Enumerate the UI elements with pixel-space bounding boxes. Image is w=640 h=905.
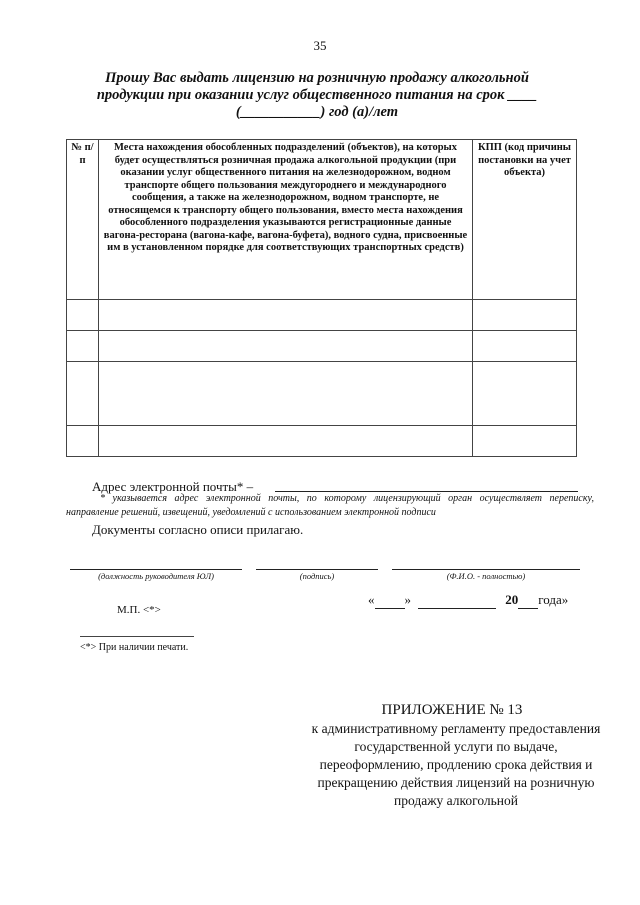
header-number: № п/п xyxy=(67,140,99,300)
attachments-statement: Документы согласно описи прилагаю. xyxy=(92,522,304,537)
row-number-cell[interactable] xyxy=(67,300,99,331)
row-kpp-cell[interactable] xyxy=(473,300,577,331)
stamp-mark: М.П. <*> xyxy=(117,604,161,616)
row-number-cell[interactable] xyxy=(67,331,99,362)
position-field[interactable] xyxy=(70,569,242,570)
header-kpp: КПП (код причины постановки на учет объекта) xyxy=(473,140,577,300)
signature-field[interactable] xyxy=(256,569,378,570)
table-row xyxy=(67,426,577,457)
row-location-cell[interactable] xyxy=(99,331,473,362)
signature-caption: (подпись) xyxy=(299,571,335,581)
header-location: Места нахождения обособленных подразделений (объектов), на которых будет осуществляться розничная продажа алкогольной продукции (при оказании услуг общественного питания на железнодорожном, водном транспорте общего пользования междугороднего и международного сообщения, а также на железнодорожном, водном транспорте, не относящемся к транспорту общего пользования, вместо места нахождения обособленного подразделения указываются регистрационные данные вагона-ресторана (вагона-кафе, вагона-буфета), водного судна, присвоенные им в установленном порядке для соответствующих транспортных средств) xyxy=(99,140,473,300)
date-close-quote: » xyxy=(404,592,411,607)
row-number-cell[interactable] xyxy=(67,362,99,426)
row-kpp-cell[interactable] xyxy=(473,331,577,362)
email-footnote: * указывается адрес электронной почты, по которому лицензирующий орган осуществляет переписку, направление решений, извещений, уведомлений с использованием электронной подписи xyxy=(66,493,594,518)
page-number: 35 xyxy=(313,38,327,53)
stamp-footnote: <*> При наличии печати. xyxy=(80,642,189,653)
row-location-cell[interactable] xyxy=(99,362,473,426)
table-row xyxy=(67,331,577,362)
table-row xyxy=(67,362,577,426)
date-field[interactable] xyxy=(368,592,568,609)
date-open-quote: « xyxy=(368,592,375,607)
table-header-row xyxy=(67,140,577,300)
date-month-blank[interactable] xyxy=(418,592,496,609)
position-caption: (должность руководителя ЮЛ) xyxy=(98,571,214,581)
table-row xyxy=(67,300,577,331)
row-location-cell[interactable] xyxy=(99,426,473,457)
license-request-text: Прошу Вас выдать лицензию на розничную продажу алкогольной продукции при оказании услуг общественного питания на срок ____ (___________) год (а)/лет xyxy=(96,70,538,120)
date-year-prefix: 20 xyxy=(505,592,519,607)
appendix-text: к административному регламенту предоставления государственной услуги по выдаче, переоформлению, продлению срока действия и прекращению действия лицензий на розничную продажу алкогольной xyxy=(311,721,601,808)
row-number-cell[interactable] xyxy=(67,426,99,457)
name-caption: (Ф.И.О. - полностью) xyxy=(446,571,526,581)
full-name-field[interactable] xyxy=(392,569,580,570)
date-year-suffix: года» xyxy=(538,592,569,607)
date-year-blank[interactable] xyxy=(518,592,538,609)
footnote-divider xyxy=(80,636,194,637)
row-kpp-cell[interactable] xyxy=(473,426,577,457)
email-label: Адрес электронной почты* – xyxy=(92,479,254,494)
objects-table xyxy=(66,139,577,457)
appendix-title: ПРИЛОЖЕНИЕ № 13 xyxy=(381,702,523,718)
row-kpp-cell[interactable] xyxy=(473,362,577,426)
row-location-cell[interactable] xyxy=(99,300,473,331)
date-day-blank[interactable] xyxy=(375,592,405,609)
